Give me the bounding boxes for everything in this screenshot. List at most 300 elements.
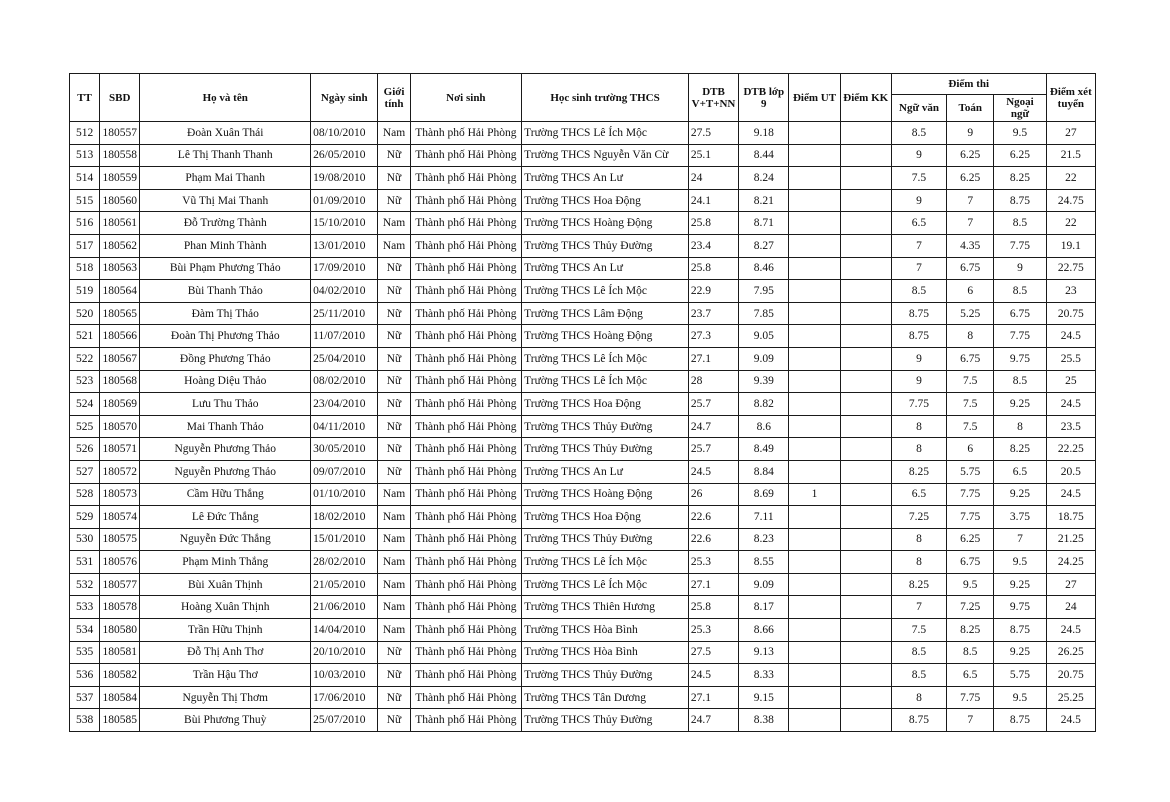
cell-diem-xet-tuyen: 24 [1046,596,1095,619]
cell-diem-ut [789,619,840,642]
cell-name: Bùi Thanh Thảo [140,280,311,303]
cell-dtb-lop9: 8.71 [739,212,789,235]
header-birthplace: Nơi sinh [410,74,522,122]
cell-ngoai-ngu: 9.25 [994,573,1046,596]
score-table [69,73,1096,732]
table-row [70,641,1096,664]
cell-tt: 525 [70,415,100,438]
cell-diem-ut [789,234,840,257]
header-ngu-van: Ngữ văn [891,95,946,122]
cell-toan: 5.25 [947,302,994,325]
cell-dob: 18/02/2010 [311,506,378,529]
cell-school: Trường THCS Lê Ích Mộc [522,551,689,574]
cell-school: Trường THCS Hòa Bình [522,619,689,642]
cell-name: Bùi Phương Thuỳ [140,709,311,732]
cell-tt: 535 [70,641,100,664]
cell-diem-kk [840,189,891,212]
cell-toan: 8.5 [947,641,994,664]
cell-diem-xet-tuyen: 27 [1046,122,1095,145]
cell-ngu-van: 9 [891,189,946,212]
table-row [70,483,1096,506]
cell-diem-kk [840,483,891,506]
cell-tt: 523 [70,370,100,393]
cell-gender: Nữ [378,686,410,709]
cell-ngu-van: 9 [891,370,946,393]
cell-gender: Nữ [378,280,410,303]
cell-school: Trường THCS Thủy Đường [522,528,689,551]
cell-dtb-lop9: 8.84 [739,460,789,483]
cell-diem-ut [789,664,840,687]
cell-dtb-lop9: 8.55 [739,551,789,574]
cell-dtb-lop9: 9.09 [739,347,789,370]
cell-diem-xet-tuyen: 23 [1046,280,1095,303]
header-gender: Giới tính [378,74,410,122]
cell-name: Vũ Thị Mai Thanh [140,189,311,212]
header-diem-xet-tuyen: Điểm xét tuyển [1046,74,1095,122]
table-row [70,415,1096,438]
cell-gender: Nam [378,483,410,506]
cell-name: Hoàng Diệu Thảo [140,370,311,393]
cell-name: Phan Minh Thành [140,234,311,257]
cell-diem-ut [789,596,840,619]
cell-ngu-van: 8 [891,686,946,709]
cell-dob: 08/10/2010 [311,122,378,145]
cell-ngu-van: 8.75 [891,709,946,732]
cell-dob: 20/10/2010 [311,641,378,664]
cell-sbd: 180584 [100,686,140,709]
table-row [70,596,1096,619]
cell-sbd: 180582 [100,664,140,687]
cell-name: Trần Hữu Thịnh [140,619,311,642]
header-ngoai-ngu: Ngoại ngữ [994,95,1046,122]
cell-sbd: 180566 [100,325,140,348]
cell-toan: 4.35 [947,234,994,257]
cell-gender: Nữ [378,460,410,483]
cell-dtb-lop9: 8.82 [739,393,789,416]
table-row [70,122,1096,145]
cell-dtb: 24.5 [688,664,738,687]
cell-school: Trường THCS Thủy Đường [522,415,689,438]
cell-diem-kk [840,551,891,574]
cell-dob: 11/07/2010 [311,325,378,348]
cell-school: Trường THCS Hòa Bình [522,641,689,664]
cell-name: Đồng Phương Thảo [140,347,311,370]
cell-school: Trường THCS Hoa Động [522,393,689,416]
cell-ngu-van: 7.75 [891,393,946,416]
cell-gender: Nữ [378,144,410,167]
cell-diem-xet-tuyen: 23.5 [1046,415,1095,438]
cell-dtb-lop9: 8.27 [739,234,789,257]
table-row [70,393,1096,416]
cell-ngoai-ngu: 8.25 [994,438,1046,461]
cell-dtb-lop9: 8.33 [739,664,789,687]
cell-dob: 28/02/2010 [311,551,378,574]
cell-birthplace: Thành phố Hải Phòng [410,573,522,596]
cell-diem-xet-tuyen: 24.5 [1046,619,1095,642]
table-row [70,234,1096,257]
cell-dob: 23/04/2010 [311,393,378,416]
cell-birthplace: Thành phố Hải Phòng [410,528,522,551]
cell-dtb: 27.5 [688,641,738,664]
table-row [70,528,1096,551]
cell-dtb-lop9: 7.95 [739,280,789,303]
cell-diem-ut [789,302,840,325]
cell-ngu-van: 8.5 [891,664,946,687]
cell-gender: Nữ [378,664,410,687]
cell-ngoai-ngu: 3.75 [994,506,1046,529]
cell-school: Trường THCS An Lư [522,257,689,280]
cell-school: Trường THCS Thủy Đường [522,664,689,687]
cell-ngoai-ngu: 8.75 [994,619,1046,642]
cell-diem-ut [789,257,840,280]
cell-dtb-lop9: 7.85 [739,302,789,325]
cell-diem-kk [840,415,891,438]
cell-sbd: 180570 [100,415,140,438]
table-row [70,664,1096,687]
cell-gender: Nam [378,234,410,257]
cell-dtb-lop9: 8.46 [739,257,789,280]
cell-sbd: 180562 [100,234,140,257]
cell-school: Trường THCS Hoàng Động [522,325,689,348]
cell-sbd: 180573 [100,483,140,506]
cell-diem-kk [840,370,891,393]
cell-ngoai-ngu: 8.5 [994,212,1046,235]
cell-diem-kk [840,347,891,370]
cell-birthplace: Thành phố Hải Phòng [410,596,522,619]
cell-name: Hoàng Xuân Thịnh [140,596,311,619]
cell-tt: 522 [70,347,100,370]
cell-toan: 6.25 [947,167,994,190]
cell-ngoai-ngu: 9.25 [994,483,1046,506]
cell-dtb: 24 [688,167,738,190]
table-row [70,460,1096,483]
cell-birthplace: Thành phố Hải Phòng [410,686,522,709]
table-row [70,144,1096,167]
cell-tt: 521 [70,325,100,348]
cell-diem-ut [789,167,840,190]
cell-sbd: 180564 [100,280,140,303]
cell-ngoai-ngu: 9.5 [994,122,1046,145]
cell-diem-ut [789,506,840,529]
cell-ngu-van: 7.5 [891,619,946,642]
cell-name: Bùi Xuân Thịnh [140,573,311,596]
cell-dob: 10/03/2010 [311,664,378,687]
cell-dob: 13/01/2010 [311,234,378,257]
cell-tt: 526 [70,438,100,461]
cell-diem-xet-tuyen: 24.75 [1046,189,1095,212]
cell-tt: 517 [70,234,100,257]
cell-sbd: 180581 [100,641,140,664]
cell-tt: 529 [70,506,100,529]
cell-school: Trường THCS Lâm Động [522,302,689,325]
cell-name: Lưu Thu Thảo [140,393,311,416]
cell-diem-xet-tuyen: 22.75 [1046,257,1095,280]
cell-dtb: 24.5 [688,460,738,483]
cell-ngu-van: 7.25 [891,506,946,529]
cell-ngoai-ngu: 8.5 [994,280,1046,303]
header-toan: Toán [947,95,994,122]
table-row [70,189,1096,212]
cell-birthplace: Thành phố Hải Phòng [410,234,522,257]
cell-birthplace: Thành phố Hải Phòng [410,212,522,235]
cell-diem-kk [840,257,891,280]
cell-diem-xet-tuyen: 20.5 [1046,460,1095,483]
cell-dtb-lop9: 8.24 [739,167,789,190]
cell-gender: Nam [378,212,410,235]
cell-name: Đoàn Thị Phương Thảo [140,325,311,348]
cell-toan: 8 [947,325,994,348]
cell-tt: 538 [70,709,100,732]
cell-dtb-lop9: 8.49 [739,438,789,461]
cell-sbd: 180561 [100,212,140,235]
cell-dob: 08/02/2010 [311,370,378,393]
cell-tt: 514 [70,167,100,190]
cell-dtb: 27.5 [688,122,738,145]
cell-tt: 515 [70,189,100,212]
cell-diem-kk [840,528,891,551]
cell-toan: 6.75 [947,551,994,574]
cell-tt: 531 [70,551,100,574]
cell-dtb: 27.1 [688,686,738,709]
cell-school: Trường THCS Thủy Đường [522,438,689,461]
cell-school: Trường THCS Lê Ích Mộc [522,370,689,393]
cell-diem-ut [789,280,840,303]
cell-diem-ut [789,370,840,393]
cell-ngu-van: 8.5 [891,641,946,664]
cell-school: Trường THCS Lê Ích Mộc [522,280,689,303]
cell-diem-kk [840,460,891,483]
cell-gender: Nam [378,596,410,619]
cell-gender: Nữ [378,167,410,190]
cell-diem-xet-tuyen: 24.5 [1046,709,1095,732]
cell-ngu-van: 8.25 [891,573,946,596]
cell-diem-kk [840,302,891,325]
cell-name: Đỗ Thị Anh Thơ [140,641,311,664]
header-tt: TT [70,74,100,122]
cell-ngu-van: 7 [891,234,946,257]
cell-birthplace: Thành phố Hải Phòng [410,167,522,190]
cell-name: Lê Thị Thanh Thanh [140,144,311,167]
cell-diem-ut: 1 [789,483,840,506]
cell-diem-ut [789,551,840,574]
cell-dtb-lop9: 8.69 [739,483,789,506]
cell-dob: 25/04/2010 [311,347,378,370]
cell-birthplace: Thành phố Hải Phòng [410,280,522,303]
cell-dtb: 24.7 [688,709,738,732]
cell-ngoai-ngu: 7 [994,528,1046,551]
cell-diem-ut [789,122,840,145]
cell-diem-kk [840,393,891,416]
cell-dtb-lop9: 8.44 [739,144,789,167]
cell-diem-kk [840,325,891,348]
cell-dtb-lop9: 8.17 [739,596,789,619]
cell-dtb: 25.3 [688,551,738,574]
cell-sbd: 180572 [100,460,140,483]
cell-dtb: 23.7 [688,302,738,325]
cell-diem-xet-tuyen: 25.25 [1046,686,1095,709]
table-row [70,370,1096,393]
cell-dob: 04/02/2010 [311,280,378,303]
cell-dob: 09/07/2010 [311,460,378,483]
table-row [70,302,1096,325]
cell-diem-ut [789,528,840,551]
table-row [70,551,1096,574]
cell-tt: 519 [70,280,100,303]
cell-toan: 9 [947,122,994,145]
cell-dtb: 22.6 [688,528,738,551]
cell-diem-ut [789,686,840,709]
cell-ngu-van: 8 [891,415,946,438]
cell-diem-ut [789,325,840,348]
cell-sbd: 180571 [100,438,140,461]
cell-name: Nguyễn Phương Thảo [140,438,311,461]
cell-diem-xet-tuyen: 20.75 [1046,302,1095,325]
cell-tt: 520 [70,302,100,325]
cell-name: Trần Hậu Thơ [140,664,311,687]
header-school: Học sinh trường THCS [522,74,689,122]
cell-dtb-lop9: 8.21 [739,189,789,212]
cell-gender: Nam [378,528,410,551]
cell-tt: 527 [70,460,100,483]
cell-school: Trường THCS Hoàng Động [522,483,689,506]
cell-diem-xet-tuyen: 18.75 [1046,506,1095,529]
cell-diem-kk [840,573,891,596]
cell-diem-ut [789,438,840,461]
cell-dob: 25/07/2010 [311,709,378,732]
cell-toan: 7.5 [947,370,994,393]
cell-ngu-van: 8.5 [891,122,946,145]
cell-toan: 7.75 [947,506,994,529]
table-row [70,438,1096,461]
cell-diem-kk [840,596,891,619]
cell-ngoai-ngu: 6.5 [994,460,1046,483]
cell-sbd: 180578 [100,596,140,619]
cell-diem-xet-tuyen: 24.5 [1046,325,1095,348]
table-row [70,167,1096,190]
cell-tt: 518 [70,257,100,280]
header-dtb-vtnn: DTB V+T+NN [688,74,738,122]
cell-diem-ut [789,573,840,596]
cell-dtb-lop9: 9.13 [739,641,789,664]
cell-dtb: 27.1 [688,347,738,370]
header-diem-kk: Điểm KK [840,74,891,122]
cell-dob: 25/11/2010 [311,302,378,325]
cell-name: Nguyễn Thị Thơm [140,686,311,709]
cell-gender: Nam [378,573,410,596]
cell-birthplace: Thành phố Hải Phòng [410,370,522,393]
cell-diem-xet-tuyen: 27 [1046,573,1095,596]
cell-ngoai-ngu: 6.25 [994,144,1046,167]
cell-dtb: 25.3 [688,619,738,642]
cell-dtb-lop9: 9.15 [739,686,789,709]
cell-sbd: 180557 [100,122,140,145]
table-row [70,573,1096,596]
cell-gender: Nam [378,122,410,145]
cell-birthplace: Thành phố Hải Phòng [410,393,522,416]
table-row [70,686,1096,709]
cell-birthplace: Thành phố Hải Phòng [410,551,522,574]
cell-dtb-lop9: 8.23 [739,528,789,551]
cell-diem-xet-tuyen: 26.25 [1046,641,1095,664]
cell-school: Trường THCS Thủy Đường [522,709,689,732]
cell-sbd: 180580 [100,619,140,642]
cell-diem-xet-tuyen: 22 [1046,167,1095,190]
cell-tt: 530 [70,528,100,551]
cell-toan: 7.25 [947,596,994,619]
cell-toan: 8.25 [947,619,994,642]
cell-diem-kk [840,641,891,664]
cell-toan: 7.5 [947,415,994,438]
cell-birthplace: Thành phố Hải Phòng [410,144,522,167]
cell-diem-xet-tuyen: 21.25 [1046,528,1095,551]
cell-ngoai-ngu: 9 [994,257,1046,280]
cell-ngu-van: 9 [891,144,946,167]
cell-dob: 17/09/2010 [311,257,378,280]
cell-sbd: 180558 [100,144,140,167]
cell-gender: Nam [378,506,410,529]
cell-toan: 6.25 [947,144,994,167]
cell-ngu-van: 8 [891,438,946,461]
cell-ngoai-ngu: 9.25 [994,393,1046,416]
cell-tt: 536 [70,664,100,687]
cell-diem-kk [840,506,891,529]
table-body [70,122,1096,732]
cell-gender: Nữ [378,438,410,461]
table-row [70,619,1096,642]
cell-toan: 6.75 [947,257,994,280]
table-row [70,212,1096,235]
cell-diem-xet-tuyen: 22 [1046,212,1095,235]
table-row [70,347,1096,370]
cell-dtb: 25.7 [688,438,738,461]
cell-diem-kk [840,280,891,303]
cell-ngu-van: 6.5 [891,483,946,506]
cell-dtb: 28 [688,370,738,393]
cell-ngoai-ngu: 8 [994,415,1046,438]
cell-sbd: 180567 [100,347,140,370]
cell-diem-xet-tuyen: 24.25 [1046,551,1095,574]
cell-ngoai-ngu: 9.5 [994,686,1046,709]
cell-tt: 533 [70,596,100,619]
cell-ngoai-ngu: 9.75 [994,347,1046,370]
cell-toan: 7 [947,189,994,212]
cell-toan: 6.5 [947,664,994,687]
cell-ngoai-ngu: 9.25 [994,641,1046,664]
cell-sbd: 180569 [100,393,140,416]
cell-name: Cầm Hữu Thắng [140,483,311,506]
cell-dtb-lop9: 9.05 [739,325,789,348]
cell-dob: 21/05/2010 [311,573,378,596]
cell-dtb: 25.8 [688,596,738,619]
cell-name: Nguyễn Phương Thảo [140,460,311,483]
cell-birthplace: Thành phố Hải Phòng [410,664,522,687]
table-header [70,74,1096,122]
header-sbd: SBD [100,74,140,122]
cell-dob: 19/08/2010 [311,167,378,190]
cell-sbd: 180565 [100,302,140,325]
table-row [70,506,1096,529]
cell-diem-xet-tuyen: 21.5 [1046,144,1095,167]
cell-dtb: 25.8 [688,257,738,280]
cell-name: Lê Đức Thắng [140,506,311,529]
cell-birthplace: Thành phố Hải Phòng [410,709,522,732]
cell-dtb-lop9: 8.66 [739,619,789,642]
cell-sbd: 180560 [100,189,140,212]
cell-diem-ut [789,347,840,370]
cell-school: Trường THCS An Lư [522,460,689,483]
cell-dob: 21/06/2010 [311,596,378,619]
cell-tt: 534 [70,619,100,642]
